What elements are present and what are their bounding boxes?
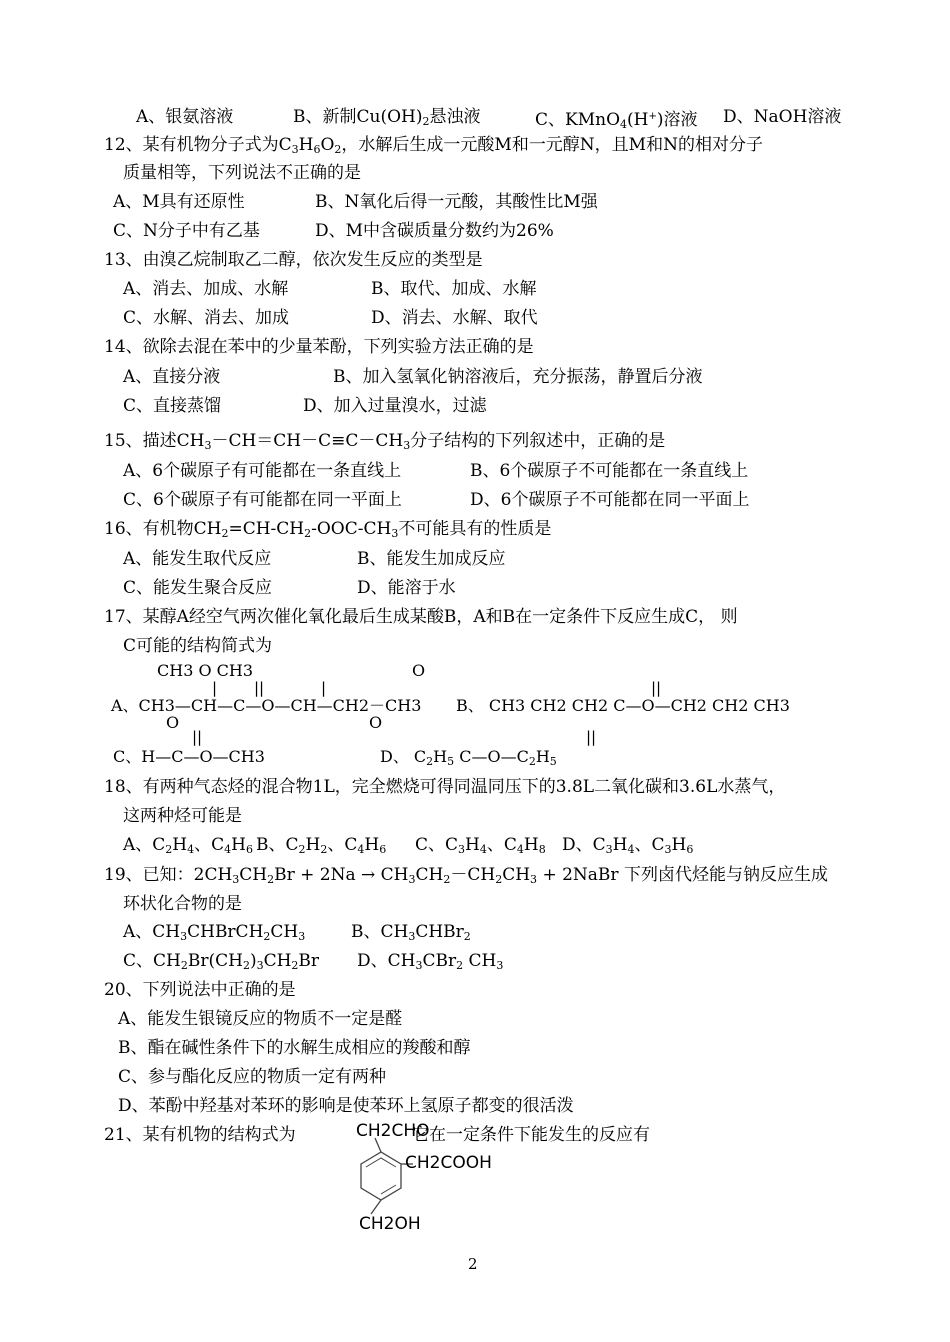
q14-option-a: A、直接分液 — [123, 367, 221, 387]
q20-option-d: D、苯酚中羟基对苯环的影响是使苯环上氢原子都变的很活泼 — [118, 1096, 574, 1116]
q16-option-a: A、能发生取代反应 — [123, 549, 272, 569]
q17-a-bond-1: | — [212, 679, 218, 697]
q12-option-d: D、M中含碳质量分数约为26% — [315, 221, 554, 241]
q15-option-c: C、6个碳原子有可能都在同一平面上 — [123, 490, 402, 510]
q11-option-b: B、新制Cu(OH)2悬浊液 — [293, 107, 481, 128]
q16-option-c: C、能发生聚合反应 — [123, 578, 273, 598]
q14-option-b: B、加入氢氧化钠溶液后，充分振荡，静置后分液 — [333, 367, 703, 387]
q14-option-c: C、直接蒸馏 — [123, 396, 222, 416]
q17-a-bond-2: || — [254, 679, 265, 697]
q13-option-c: C、水解、消去、加成 — [123, 308, 290, 328]
q17-option-d: D、 C2H5 C—O—C2H5 — [380, 747, 557, 768]
q17-a-top-groups: CH3 O CH3 — [157, 661, 254, 680]
q17-option-c: C、H—C—O—CH3 — [113, 747, 265, 766]
q20-option-a: A、能发生银镜反应的物质不一定是醛 — [118, 1009, 403, 1029]
q18-option-d: D、C3H4、C3H6 — [562, 835, 694, 856]
q21-stem: 21、某有机物的结构式为 — [104, 1125, 296, 1145]
q13-option-b: B、取代、加成、水解 — [371, 279, 537, 299]
q14-stem: 14、欲除去混在苯中的少量苯酚，下列实验方法正确的是 — [104, 337, 534, 357]
q18-option-b: B、C2H2、C4H6 — [256, 835, 387, 856]
q21-group-top: CH2CHO — [356, 1121, 430, 1141]
q11-option-c: C、KMnO4(H+)溶液 — [535, 110, 698, 131]
q19-option-c: C、CH2Br(CH2)3CH2Br — [123, 951, 320, 972]
q19-option-a: A、CH3CHBrCH2CH3 — [123, 922, 306, 943]
q17-d-double-bond: || — [586, 728, 597, 746]
q20-option-c: C、参与酯化反应的物质一定有两种 — [118, 1067, 387, 1087]
q12-option-b: B、N氧化后得一元酸，其酸性比M强 — [315, 192, 598, 212]
q15-option-b: B、6个碳原子不可能都在一条直线上 — [470, 461, 749, 481]
q15-option-a: A、6个碳原子有可能都在一条直线上 — [123, 461, 402, 481]
q13-option-a: A、消去、加成、水解 — [123, 279, 289, 299]
q18-stem: 18、有两种气态烃的混合物1L，完全燃烧可得同温同压下的3.8L二氧化碳和3.6L水蒸气， — [104, 777, 786, 797]
q11-option-d: D、NaOH溶液 — [723, 107, 842, 127]
q16-option-b: B、能发生加成反应 — [357, 549, 506, 569]
q17-a-bond-3: | — [321, 679, 327, 697]
q19-stem: 19、已知：2CH3CH2Br + 2Na → CH3CH2－CH2CH3 + 2NaBr 下列卤代烃能与钠反应生成 — [104, 865, 828, 886]
q17-option-a: A、CH3—CH—C—O—CH—CH2－CH3 — [111, 696, 422, 715]
q17-b-top-oxygen: O — [412, 661, 426, 680]
q11-option-a: A、银氨溶液 — [136, 107, 234, 127]
q16-option-d: D、能溶于水 — [357, 578, 456, 598]
q12-option-c: C、N分子中有乙基 — [113, 221, 260, 241]
q20-stem: 20、下列说法中正确的是 — [104, 980, 296, 1000]
q16-stem: 16、有机物CH2=CH-CH2-OOC-CH3不可能具有的性质是 — [104, 519, 552, 540]
q17-c-double-bond: || — [192, 728, 203, 746]
q19-stem-line2: 环状化合物的是 — [123, 894, 242, 914]
q13-stem: 13、由溴乙烷制取乙二醇，依次发生反应的类型是 — [104, 250, 483, 270]
q17-stem-line2: C可能的结构简式为 — [123, 636, 273, 656]
q15-stem: 15、描述CH3－CH＝CH－C≡C－CH3分子结构的下列叙述中，正确的是 — [104, 431, 666, 452]
q21-group-right: CH2COOH — [405, 1153, 492, 1173]
q21-group-bottom: CH2OH — [359, 1214, 421, 1234]
q20-option-b: B、酯在碱性条件下的水解生成相应的羧酸和醇 — [118, 1038, 471, 1058]
q19-option-b: B、CH3CHBr2 — [351, 922, 471, 943]
q17-stem: 17、某醇A经空气两次催化氧化最后生成某酸B，A和B在一定条件下反应生成C， 则 — [104, 607, 738, 627]
q19-option-d: D、CH3CBr2 CH3 — [357, 951, 504, 972]
q15-option-d: D、6个碳原子不可能都在同一平面上 — [470, 490, 750, 510]
q14-option-d: D、加入过量溴水，过滤 — [303, 396, 487, 416]
q17-b-double-bond: || — [651, 679, 662, 697]
q21-structure-diagram — [335, 1112, 495, 1242]
q18-stem-line2: 这两种烃可能是 — [123, 806, 242, 826]
q17-d-top-oxygen: O — [369, 713, 383, 732]
q12-option-a: A、M具有还原性 — [113, 192, 245, 212]
q21-stem-post: 它在一定条件下能发生的反应有 — [412, 1125, 650, 1145]
q12-stem-line2: 质量相等，下列说法不正确的是 — [123, 163, 361, 183]
q13-option-d: D、消去、水解、取代 — [371, 308, 538, 328]
q17-option-b: B、 CH3 CH2 CH2 C—O—CH2 CH2 CH3 — [456, 696, 790, 715]
page-number: 2 — [468, 1255, 478, 1273]
q12-stem: 12、某有机物分子式为C3H6O2，水解后生成一元酸M和一元醇N，且M和N的相对分子 — [104, 135, 763, 156]
q18-option-a: A、C2H4、C4H6 — [123, 835, 253, 856]
q17-c-top-oxygen: O — [166, 713, 180, 732]
q18-option-c: C、C3H4、C4H8 — [415, 835, 546, 856]
